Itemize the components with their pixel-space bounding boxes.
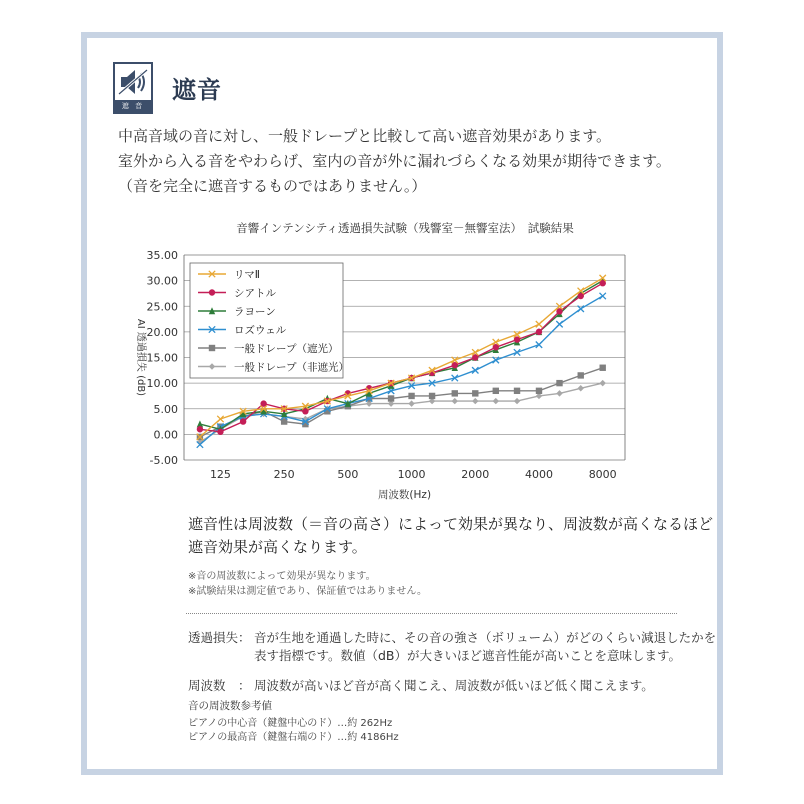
reference-values — [188, 717, 399, 745]
icon-badge-label: 遮 音 — [115, 100, 151, 112]
data-point — [429, 393, 435, 399]
legend-label: ロズウェル — [234, 324, 287, 337]
y-axis-label: AI 透過損失 (dB) — [135, 318, 146, 397]
glossary-entry — [188, 629, 716, 647]
intro-text — [118, 124, 698, 199]
legend-label: シアトル — [234, 287, 276, 300]
speaker-icon — [115, 64, 151, 100]
data-point — [536, 341, 542, 347]
data-point — [514, 388, 520, 394]
data-point — [197, 426, 203, 432]
reference-line: ピアノの最高音（鍵盤右端のド）…約 4186Hz — [188, 732, 399, 743]
x-tick-label: 4000 — [524, 468, 553, 481]
data-point — [556, 380, 562, 386]
data-point — [408, 400, 414, 406]
section-title: 遮音 — [172, 76, 222, 104]
x-tick-label: 500 — [337, 468, 359, 481]
glossary — [188, 629, 716, 695]
y-tick-label: 15.00 — [146, 351, 178, 365]
legend-label: 一般ドレープ（遮光） — [234, 343, 339, 355]
x-axis-label: 周波数(Hz) — [377, 489, 432, 501]
data-point — [600, 365, 606, 371]
data-point — [556, 390, 562, 396]
data-point — [452, 390, 458, 396]
footnote: ※音の周波数によって効果が異なります。 — [188, 571, 376, 582]
legend-label: ラヨーン — [234, 306, 276, 318]
x-tick-label: 1000 — [397, 468, 426, 481]
data-point — [536, 329, 542, 335]
data-point — [452, 398, 458, 404]
legend-marker — [209, 289, 215, 295]
result-line: 遮音性は周波数（＝音の高さ）によって効果が異なり、周波数が高くなるほど — [188, 515, 714, 533]
data-point — [217, 416, 223, 422]
y-tick-label: 20.00 — [146, 325, 178, 339]
data-point — [536, 321, 542, 327]
data-point — [408, 393, 414, 399]
data-point — [472, 398, 478, 404]
glossary-definition: 表す指標です。数値（dB）が大きいほど遮音性能が高いことを意味します。 — [254, 648, 682, 663]
data-point — [556, 321, 562, 327]
x-tick-label: 8000 — [588, 468, 617, 481]
glossary-entry — [188, 677, 716, 695]
x-tick-label: 2000 — [461, 468, 490, 481]
footnote: ※試験結果は測定値であり、保証値ではありません。 — [188, 586, 427, 597]
intro-line: （音を完全に遮音するものではありません。） — [118, 177, 427, 195]
data-point — [493, 398, 499, 404]
data-point — [600, 293, 606, 299]
dotted-divider — [186, 613, 677, 614]
result-summary — [188, 513, 713, 559]
chart-title: 音響インテンシティ透過損失試験（残響室－無響室法） 試験結果 — [236, 221, 574, 235]
data-point — [240, 418, 246, 424]
y-tick-label: 5.00 — [153, 402, 178, 416]
data-point — [600, 380, 606, 386]
intro-line: 中高音域の音に対し、一般ドレープと比較して高い遮音効果があります。 — [118, 127, 612, 145]
glossary-term: 透過損失： — [188, 630, 251, 645]
intro-line: 室外から入る音をやわらげ、室内の音が外に漏れづらくなる効果が期待できます。 — [118, 152, 671, 170]
data-point — [578, 385, 584, 391]
legend-label: リマⅡ — [234, 269, 260, 281]
data-point — [514, 349, 520, 355]
transmission-loss-chart — [120, 210, 640, 505]
reference-line: ピアノの中心音（鍵盤中心のド）…約 262Hz — [188, 718, 393, 729]
glossary-definition: 音が生地を通過した時に、その音の強さ（ボリューム）がどのくらい減退したかを — [254, 630, 717, 645]
legend-label: 一般ドレープ（非遮光） — [234, 361, 349, 374]
y-tick-label: 35.00 — [146, 249, 178, 262]
y-tick-label: 0.00 — [153, 428, 178, 442]
data-point — [514, 398, 520, 404]
data-point — [388, 395, 394, 401]
glossary-term: 周波数 ： — [188, 678, 251, 693]
data-point — [536, 388, 542, 394]
y-tick-label: 10.00 — [146, 377, 178, 391]
y-tick-label: -5.00 — [149, 454, 178, 467]
y-tick-label: 30.00 — [146, 274, 178, 288]
data-point — [472, 390, 478, 396]
x-tick-label: 250 — [273, 468, 295, 481]
reference-title: 音の周波数参考値 — [188, 700, 272, 712]
data-point — [217, 429, 223, 435]
data-point — [578, 372, 584, 378]
footnotes — [188, 569, 427, 599]
x-tick-label: 125 — [209, 468, 231, 481]
glossary-definition: 周波数が高いほど音が高く聞こえ、周波数が低いほど低く聞こえます。 — [254, 678, 654, 693]
y-tick-label: 25.00 — [146, 300, 178, 314]
legend-marker — [209, 345, 215, 351]
data-point — [472, 367, 478, 373]
result-line: 遮音効果が高くなります。 — [188, 538, 367, 556]
glossary-entry-continued — [188, 647, 716, 665]
sound-insulation-badge — [113, 62, 153, 114]
data-point — [493, 388, 499, 394]
